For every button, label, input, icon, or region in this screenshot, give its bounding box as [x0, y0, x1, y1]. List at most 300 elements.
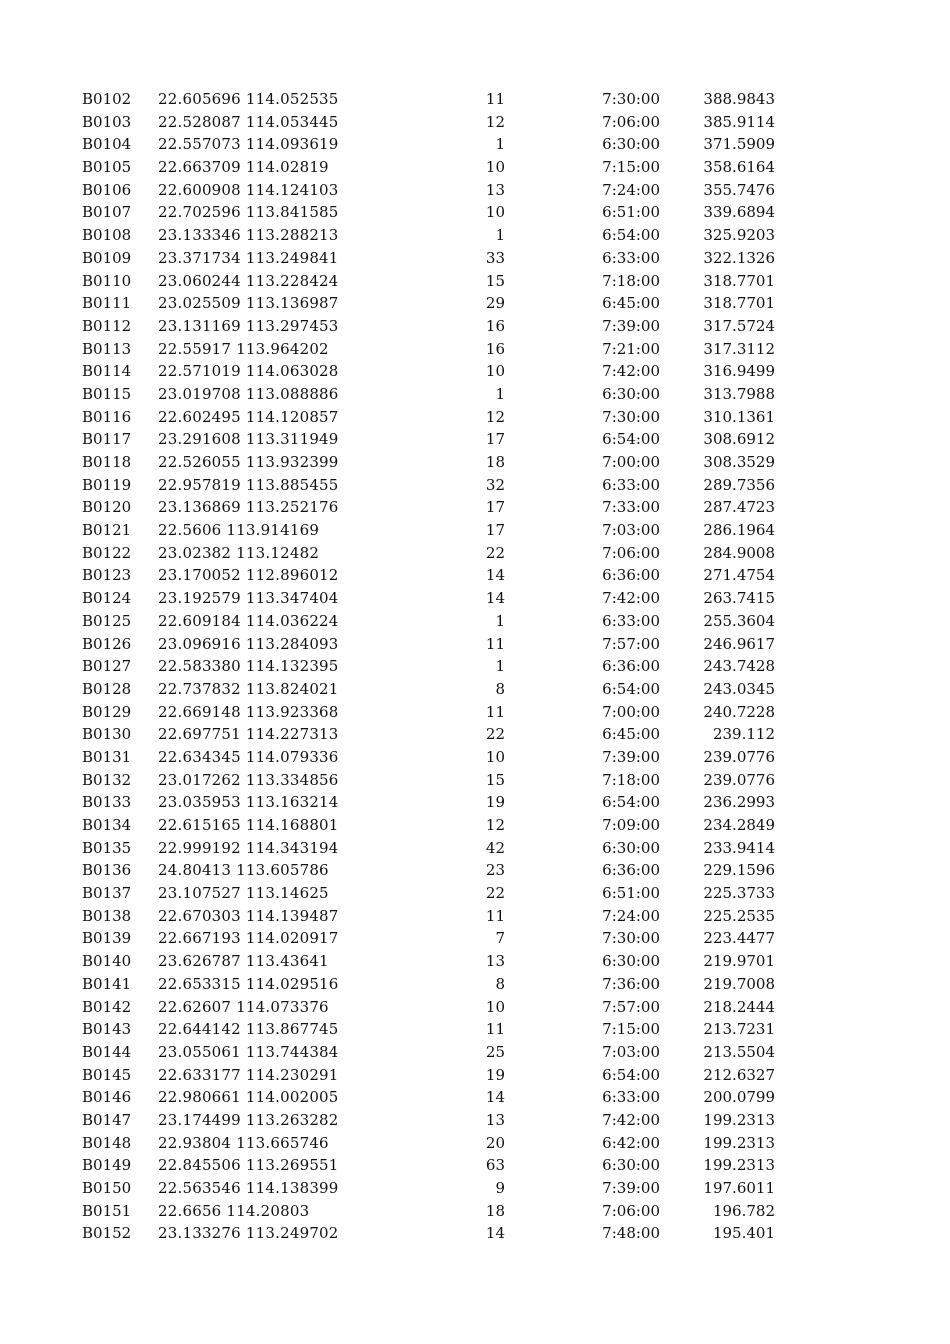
- row-value: 218.2444: [703, 997, 775, 1016]
- row-count: 8: [495, 974, 505, 993]
- row-id: B0110: [82, 271, 132, 290]
- row-coordinates: 23.133346 113.288213: [158, 226, 339, 245]
- row-coordinates: 22.5606 113.914169: [158, 521, 320, 540]
- row-id: B0115: [82, 384, 132, 403]
- row-value: 316.9499: [703, 362, 775, 381]
- row-coordinates: 23.133276 113.249702: [158, 1224, 339, 1243]
- row-count: 10: [485, 997, 505, 1016]
- row-time: 7:24:00: [602, 180, 660, 199]
- row-count: 17: [485, 521, 505, 540]
- row-value: 388.9843: [703, 90, 775, 108]
- row-count: 12: [485, 816, 505, 834]
- row-id: B0103: [82, 112, 132, 131]
- row-id: B0122: [82, 543, 132, 562]
- row-id: B0147: [82, 1110, 132, 1129]
- row-value: 199.2313: [703, 1156, 775, 1175]
- row-value: 355.7476: [703, 180, 775, 199]
- row-time: 7:18:00: [602, 770, 660, 789]
- table-row: [0, 1177, 950, 1200]
- row-count: 14: [485, 1224, 505, 1243]
- row-coordinates: 23.626787 113.43641: [158, 952, 329, 971]
- row-count: 1: [495, 226, 505, 245]
- row-count: 14: [485, 589, 505, 608]
- row-time: 7:09:00: [602, 816, 660, 834]
- row-coordinates: 22.644142 113.867745: [158, 1020, 339, 1039]
- row-id: B0136: [82, 861, 132, 880]
- table-row: [0, 996, 950, 1019]
- row-count: 11: [485, 634, 505, 653]
- table-row: [0, 1154, 950, 1177]
- row-id: B0117: [82, 430, 132, 449]
- row-count: 22: [485, 884, 505, 903]
- row-count: 42: [485, 838, 505, 857]
- row-id: B0114: [82, 362, 132, 381]
- row-coordinates: 22.602495 114.120857: [158, 407, 339, 426]
- row-coordinates: 23.055061 113.744384: [158, 1042, 339, 1061]
- row-coordinates: 22.697751 114.227313: [158, 725, 339, 744]
- table-row: [0, 519, 950, 542]
- row-time: 6:33:00: [602, 1088, 660, 1107]
- row-time: 6:36:00: [602, 861, 660, 880]
- row-time: 7:30:00: [602, 407, 660, 426]
- row-time: 7:57:00: [602, 634, 660, 653]
- row-count: 11: [485, 1020, 505, 1039]
- row-time: 6:42:00: [602, 1133, 660, 1152]
- row-count: 16: [485, 339, 505, 358]
- row-coordinates: 23.017262 113.334856: [158, 770, 339, 789]
- row-coordinates: 23.136869 113.252176: [158, 498, 339, 517]
- row-count: 18: [485, 1201, 505, 1220]
- row-count: 1: [495, 611, 505, 630]
- row-count: 7: [495, 929, 505, 948]
- row-value: 286.1964: [703, 521, 775, 540]
- row-time: 7:00:00: [602, 702, 660, 721]
- table-row: [0, 905, 950, 928]
- table-row: [0, 474, 950, 497]
- table-row: [0, 406, 950, 429]
- table-row: [0, 769, 950, 792]
- table-row: [0, 1222, 950, 1245]
- row-id: B0150: [82, 1179, 132, 1197]
- table-row: [0, 678, 950, 701]
- row-id: B0126: [82, 634, 132, 653]
- table-row: [0, 950, 950, 973]
- row-id: B0138: [82, 906, 132, 925]
- row-value: 219.9701: [703, 952, 775, 971]
- row-id: B0131: [82, 747, 132, 766]
- table-row: [0, 179, 950, 202]
- row-coordinates: 23.291608 113.311949: [158, 430, 339, 449]
- row-id: B0145: [82, 1065, 132, 1084]
- table-row: [0, 564, 950, 587]
- row-value: 255.3604: [703, 611, 775, 630]
- table-row: [0, 814, 950, 837]
- table-row: [0, 496, 950, 519]
- row-value: 233.9414: [703, 838, 775, 857]
- row-time: 7:03:00: [602, 1042, 660, 1061]
- row-time: 7:39:00: [602, 1179, 660, 1197]
- row-count: 11: [485, 906, 505, 925]
- table-row: [0, 156, 950, 179]
- row-id: B0121: [82, 521, 132, 540]
- row-coordinates: 22.571019 114.063028: [158, 362, 339, 381]
- row-value: 322.1326: [703, 248, 775, 267]
- row-coordinates: 22.667193 114.020917: [158, 929, 339, 948]
- row-value: 310.1361: [703, 407, 775, 426]
- row-id: B0119: [82, 475, 132, 494]
- row-coordinates: 22.557073 114.093619: [158, 135, 339, 154]
- row-coordinates: 22.957819 113.885455: [158, 475, 339, 494]
- table-row: [0, 338, 950, 361]
- table-row: [0, 247, 950, 270]
- row-coordinates: 23.060244 113.228424: [158, 271, 339, 290]
- row-id: B0133: [82, 793, 132, 812]
- row-time: 7:42:00: [602, 589, 660, 608]
- row-id: B0113: [82, 339, 132, 358]
- row-value: 385.9114: [703, 112, 775, 131]
- row-id: B0144: [82, 1042, 132, 1061]
- row-time: 6:30:00: [602, 384, 660, 403]
- row-time: 6:30:00: [602, 135, 660, 154]
- row-count: 17: [485, 430, 505, 449]
- row-id: B0108: [82, 226, 132, 245]
- table-row: [0, 201, 950, 224]
- row-coordinates: 22.605696 114.052535: [158, 90, 339, 108]
- row-coordinates: 23.131169 113.297453: [158, 316, 339, 335]
- table-row: [0, 292, 950, 315]
- row-coordinates: 22.526055 113.932399: [158, 453, 339, 471]
- row-count: 23: [485, 861, 505, 880]
- row-time: 6:45:00: [602, 294, 660, 313]
- row-time: 6:36:00: [602, 657, 660, 676]
- row-time: 6:54:00: [602, 226, 660, 245]
- table-row: [0, 859, 950, 882]
- row-value: 219.7008: [703, 974, 775, 993]
- row-value: 287.4723: [703, 498, 775, 517]
- row-value: 317.5724: [703, 316, 775, 335]
- table-row: [0, 723, 950, 746]
- row-coordinates: 22.583380 114.132395: [158, 657, 339, 676]
- row-time: 6:45:00: [602, 725, 660, 744]
- row-value: 313.7988: [703, 384, 775, 403]
- row-value: 196.782: [712, 1201, 775, 1220]
- row-value: 200.0799: [703, 1088, 775, 1107]
- row-value: 239.0776: [703, 747, 775, 766]
- row-coordinates: 23.107527 113.14625: [158, 884, 329, 903]
- row-id: B0118: [82, 453, 132, 471]
- row-id: B0106: [82, 180, 132, 199]
- row-time: 7:00:00: [602, 453, 660, 471]
- row-coordinates: 23.371734 113.249841: [158, 248, 339, 267]
- row-coordinates: 23.170052 112.896012: [158, 566, 339, 585]
- table-row: [0, 428, 950, 451]
- row-value: 239.112: [712, 725, 775, 744]
- row-time: 7:57:00: [602, 997, 660, 1016]
- row-count: 32: [485, 475, 505, 494]
- row-time: 7:18:00: [602, 271, 660, 290]
- row-id: B0132: [82, 770, 132, 789]
- row-time: 7:24:00: [602, 906, 660, 925]
- row-id: B0102: [82, 90, 132, 108]
- row-value: 229.1596: [703, 861, 775, 880]
- row-id: B0130: [82, 725, 132, 744]
- row-time: 7:06:00: [602, 112, 660, 131]
- row-value: 197.6011: [703, 1179, 775, 1197]
- row-value: 239.0776: [703, 770, 775, 789]
- row-count: 15: [485, 271, 505, 290]
- row-count: 10: [485, 747, 505, 766]
- row-coordinates: 22.55917 113.964202: [158, 339, 329, 358]
- row-id: B0141: [82, 974, 132, 993]
- row-value: 318.7701: [703, 271, 775, 290]
- row-coordinates: 23.174499 113.263282: [158, 1110, 339, 1129]
- row-coordinates: 23.192579 113.347404: [158, 589, 339, 608]
- row-coordinates: 22.845506 113.269551: [158, 1156, 339, 1175]
- table-row: [0, 383, 950, 406]
- row-time: 6:33:00: [602, 611, 660, 630]
- table-row: [0, 224, 950, 247]
- row-count: 12: [485, 407, 505, 426]
- data-table: [0, 88, 950, 1245]
- row-value: 223.4477: [703, 929, 775, 948]
- row-coordinates: 22.653315 114.029516: [158, 974, 339, 993]
- row-time: 7:33:00: [602, 498, 660, 517]
- row-value: 317.3112: [703, 339, 775, 358]
- row-value: 236.2993: [703, 793, 775, 812]
- row-time: 7:39:00: [602, 316, 660, 335]
- table-row: [0, 1132, 950, 1155]
- row-id: B0124: [82, 589, 132, 608]
- row-count: 1: [495, 384, 505, 403]
- row-time: 7:30:00: [602, 90, 660, 108]
- row-id: B0134: [82, 816, 132, 834]
- table-row: [0, 315, 950, 338]
- row-count: 9: [495, 1179, 505, 1197]
- row-coordinates: 23.019708 113.088886: [158, 384, 339, 403]
- row-id: B0148: [82, 1133, 132, 1152]
- row-coordinates: 22.62607 114.073376: [158, 997, 329, 1016]
- row-time: 6:54:00: [602, 793, 660, 812]
- row-value: 263.7415: [703, 589, 775, 608]
- row-value: 225.3733: [703, 884, 775, 903]
- row-value: 195.401: [712, 1224, 775, 1243]
- row-time: 7:30:00: [602, 929, 660, 948]
- row-count: 33: [485, 248, 505, 267]
- row-value: 308.6912: [703, 430, 775, 449]
- table-row: [0, 587, 950, 610]
- table-row: [0, 882, 950, 905]
- row-value: 243.0345: [703, 679, 775, 698]
- row-id: B0137: [82, 884, 132, 903]
- row-count: 14: [485, 1088, 505, 1107]
- row-count: 63: [485, 1156, 505, 1175]
- row-coordinates: 22.93804 113.665746: [158, 1133, 329, 1152]
- row-id: B0129: [82, 702, 132, 721]
- row-time: 7:06:00: [602, 1201, 660, 1220]
- table-row: [0, 1064, 950, 1087]
- row-value: 371.5909: [703, 135, 775, 154]
- row-coordinates: 24.80413 113.605786: [158, 861, 329, 880]
- row-time: 7:39:00: [602, 747, 660, 766]
- row-time: 6:36:00: [602, 566, 660, 585]
- row-id: B0142: [82, 997, 132, 1016]
- table-row: [0, 542, 950, 565]
- row-time: 7:15:00: [602, 158, 660, 177]
- row-coordinates: 22.737832 113.824021: [158, 679, 339, 698]
- row-id: B0139: [82, 929, 132, 948]
- row-count: 10: [485, 158, 505, 177]
- row-value: 271.4754: [703, 566, 775, 585]
- row-value: 213.7231: [703, 1020, 775, 1039]
- table-row: [0, 133, 950, 156]
- row-count: 10: [485, 203, 505, 222]
- row-time: 6:51:00: [602, 884, 660, 903]
- row-value: 213.5504: [703, 1042, 775, 1061]
- row-count: 10: [485, 362, 505, 381]
- row-value: 234.2849: [703, 816, 775, 834]
- row-id: B0151: [82, 1201, 132, 1220]
- row-count: 22: [485, 725, 505, 744]
- row-count: 12: [485, 112, 505, 131]
- table-row: [0, 746, 950, 769]
- row-coordinates: 23.035953 113.163214: [158, 793, 339, 812]
- table-row: [0, 655, 950, 678]
- row-value: 199.2313: [703, 1110, 775, 1129]
- row-count: 13: [485, 180, 505, 199]
- table-row: [0, 701, 950, 724]
- row-count: 19: [485, 1065, 505, 1084]
- row-count: 25: [485, 1042, 505, 1061]
- row-id: B0149: [82, 1156, 132, 1175]
- row-value: 243.7428: [703, 657, 775, 676]
- table-row: [0, 837, 950, 860]
- row-time: 6:33:00: [602, 475, 660, 494]
- row-time: 6:30:00: [602, 952, 660, 971]
- row-value: 325.9203: [703, 226, 775, 245]
- table-row: [0, 927, 950, 950]
- table-row: [0, 270, 950, 293]
- table-row: [0, 88, 950, 111]
- table-row: [0, 973, 950, 996]
- row-count: 18: [485, 453, 505, 471]
- table-row: [0, 610, 950, 633]
- table-row: [0, 1109, 950, 1132]
- row-time: 7:48:00: [602, 1224, 660, 1243]
- row-count: 13: [485, 952, 505, 971]
- row-count: 20: [485, 1133, 505, 1152]
- row-id: B0152: [82, 1224, 132, 1243]
- row-id: B0128: [82, 679, 132, 698]
- row-time: 6:33:00: [602, 248, 660, 267]
- row-time: 6:54:00: [602, 430, 660, 449]
- row-coordinates: 22.615165 114.168801: [158, 816, 339, 834]
- table-row: [0, 1200, 950, 1223]
- row-coordinates: 22.600908 114.124103: [158, 180, 339, 199]
- row-value: 308.3529: [703, 453, 775, 471]
- row-count: 11: [485, 90, 505, 108]
- row-time: 7:42:00: [602, 362, 660, 381]
- row-id: B0125: [82, 611, 132, 630]
- row-value: 289.7356: [703, 475, 775, 494]
- row-id: B0135: [82, 838, 132, 857]
- row-count: 19: [485, 793, 505, 812]
- row-time: 7:15:00: [602, 1020, 660, 1039]
- table-row: [0, 1018, 950, 1041]
- row-time: 6:54:00: [602, 679, 660, 698]
- row-value: 318.7701: [703, 294, 775, 313]
- row-count: 29: [485, 294, 505, 313]
- table-row: [0, 633, 950, 656]
- row-id: B0146: [82, 1088, 132, 1107]
- row-coordinates: 23.02382 113.12482: [158, 543, 320, 562]
- row-time: 6:54:00: [602, 1065, 660, 1084]
- row-count: 14: [485, 566, 505, 585]
- row-time: 7:03:00: [602, 521, 660, 540]
- row-coordinates: 22.670303 114.139487: [158, 906, 339, 925]
- row-count: 22: [485, 543, 505, 562]
- row-value: 246.9617: [703, 634, 775, 653]
- row-count: 13: [485, 1110, 505, 1129]
- row-count: 1: [495, 135, 505, 154]
- row-count: 15: [485, 770, 505, 789]
- row-coordinates: 23.025509 113.136987: [158, 294, 339, 313]
- row-count: 17: [485, 498, 505, 517]
- row-count: 8: [495, 679, 505, 698]
- row-count: 11: [485, 702, 505, 721]
- row-coordinates: 22.999192 114.343194: [158, 838, 339, 857]
- row-coordinates: 22.663709 114.02819: [158, 158, 329, 177]
- row-value: 212.6327: [703, 1065, 775, 1084]
- row-count: 1: [495, 657, 505, 676]
- row-time: 6:30:00: [602, 1156, 660, 1175]
- row-coordinates: 23.096916 113.284093: [158, 634, 339, 653]
- row-id: B0116: [82, 407, 132, 426]
- row-value: 284.9008: [703, 543, 775, 562]
- row-coordinates: 22.528087 114.053445: [158, 112, 339, 131]
- row-time: 6:30:00: [602, 838, 660, 857]
- row-time: 7:21:00: [602, 339, 660, 358]
- row-value: 199.2313: [703, 1133, 775, 1152]
- row-coordinates: 22.702596 113.841585: [158, 203, 339, 222]
- table-row: [0, 451, 950, 474]
- table-row: [0, 111, 950, 134]
- row-coordinates: 22.609184 114.036224: [158, 611, 339, 630]
- row-coordinates: 22.6656 114.20803: [158, 1201, 310, 1220]
- row-time: 6:51:00: [602, 203, 660, 222]
- table-row: [0, 360, 950, 383]
- table-row: [0, 791, 950, 814]
- row-count: 16: [485, 316, 505, 335]
- row-id: B0140: [82, 952, 132, 971]
- row-time: 7:36:00: [602, 974, 660, 993]
- table-row: [0, 1086, 950, 1109]
- row-coordinates: 22.634345 114.079336: [158, 747, 339, 766]
- row-time: 7:42:00: [602, 1110, 660, 1129]
- row-coordinates: 22.633177 114.230291: [158, 1065, 339, 1084]
- row-id: B0127: [82, 657, 132, 676]
- row-value: 240.7228: [703, 702, 775, 721]
- row-id: B0112: [82, 316, 132, 335]
- row-time: 7:06:00: [602, 543, 660, 562]
- row-coordinates: 22.669148 113.923368: [158, 702, 339, 721]
- row-id: B0123: [82, 566, 132, 585]
- table-row: [0, 1041, 950, 1064]
- row-id: B0109: [82, 248, 132, 267]
- row-coordinates: 22.563546 114.138399: [158, 1179, 339, 1197]
- row-value: 339.6894: [703, 203, 775, 222]
- row-id: B0105: [82, 158, 132, 177]
- row-value: 225.2535: [703, 906, 775, 925]
